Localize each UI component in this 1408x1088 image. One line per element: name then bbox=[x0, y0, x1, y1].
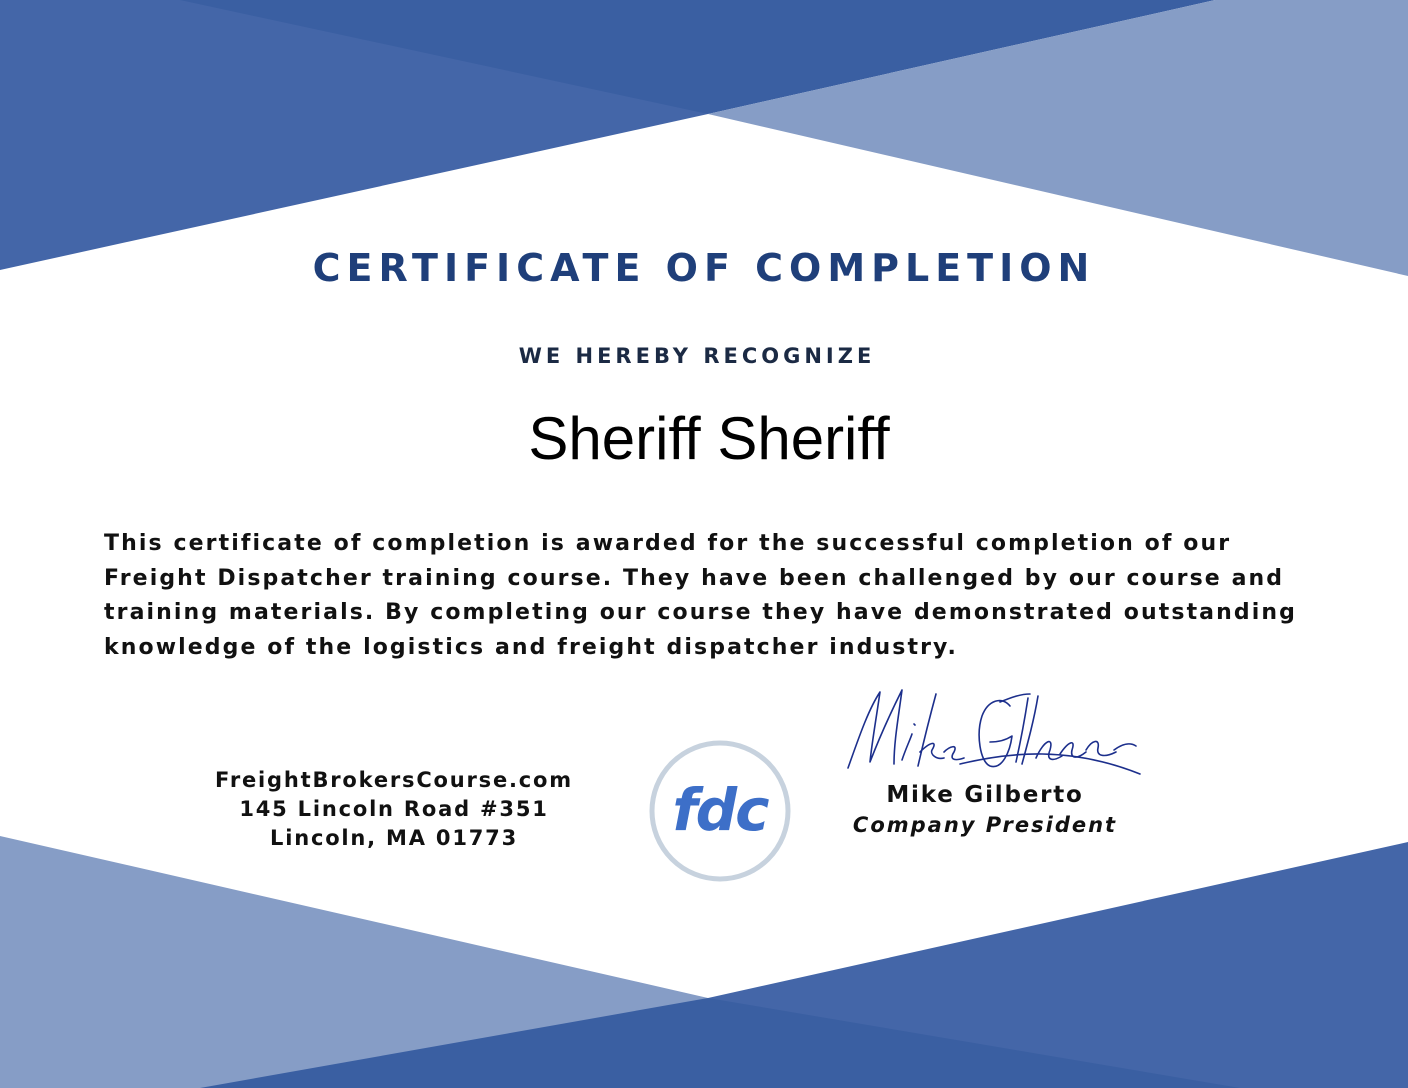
recognize-label: WE HEREBY RECOGNIZE bbox=[518, 344, 876, 368]
fdc-logo bbox=[648, 739, 792, 883]
address-line-1: 145 Lincoln Road #351 bbox=[239, 797, 549, 821]
logo-text: fdc bbox=[672, 776, 768, 844]
certificate-body: This certificate of completion is awarded for the successful completion of our Freight Dispatcher training course. They have been challenged by our course and training materials. By completing our course they have demonstrated outstanding knowledge of the logistics and freight dispatcher industry. bbox=[104, 531, 1297, 660]
certificate-title: CERTIFICATE OF COMPLETION bbox=[312, 246, 1096, 290]
recipient-name: Sheriff Sheriff bbox=[528, 405, 890, 472]
signer-title: Company President bbox=[852, 813, 1118, 837]
issuer-address bbox=[180, 766, 608, 853]
issuer-website: FreightBrokersCourse.com bbox=[215, 768, 573, 792]
signer-name: Mike Gilberto bbox=[886, 782, 1084, 808]
signature bbox=[840, 680, 1150, 780]
address-line-2: Lincoln, MA 01773 bbox=[270, 826, 518, 850]
